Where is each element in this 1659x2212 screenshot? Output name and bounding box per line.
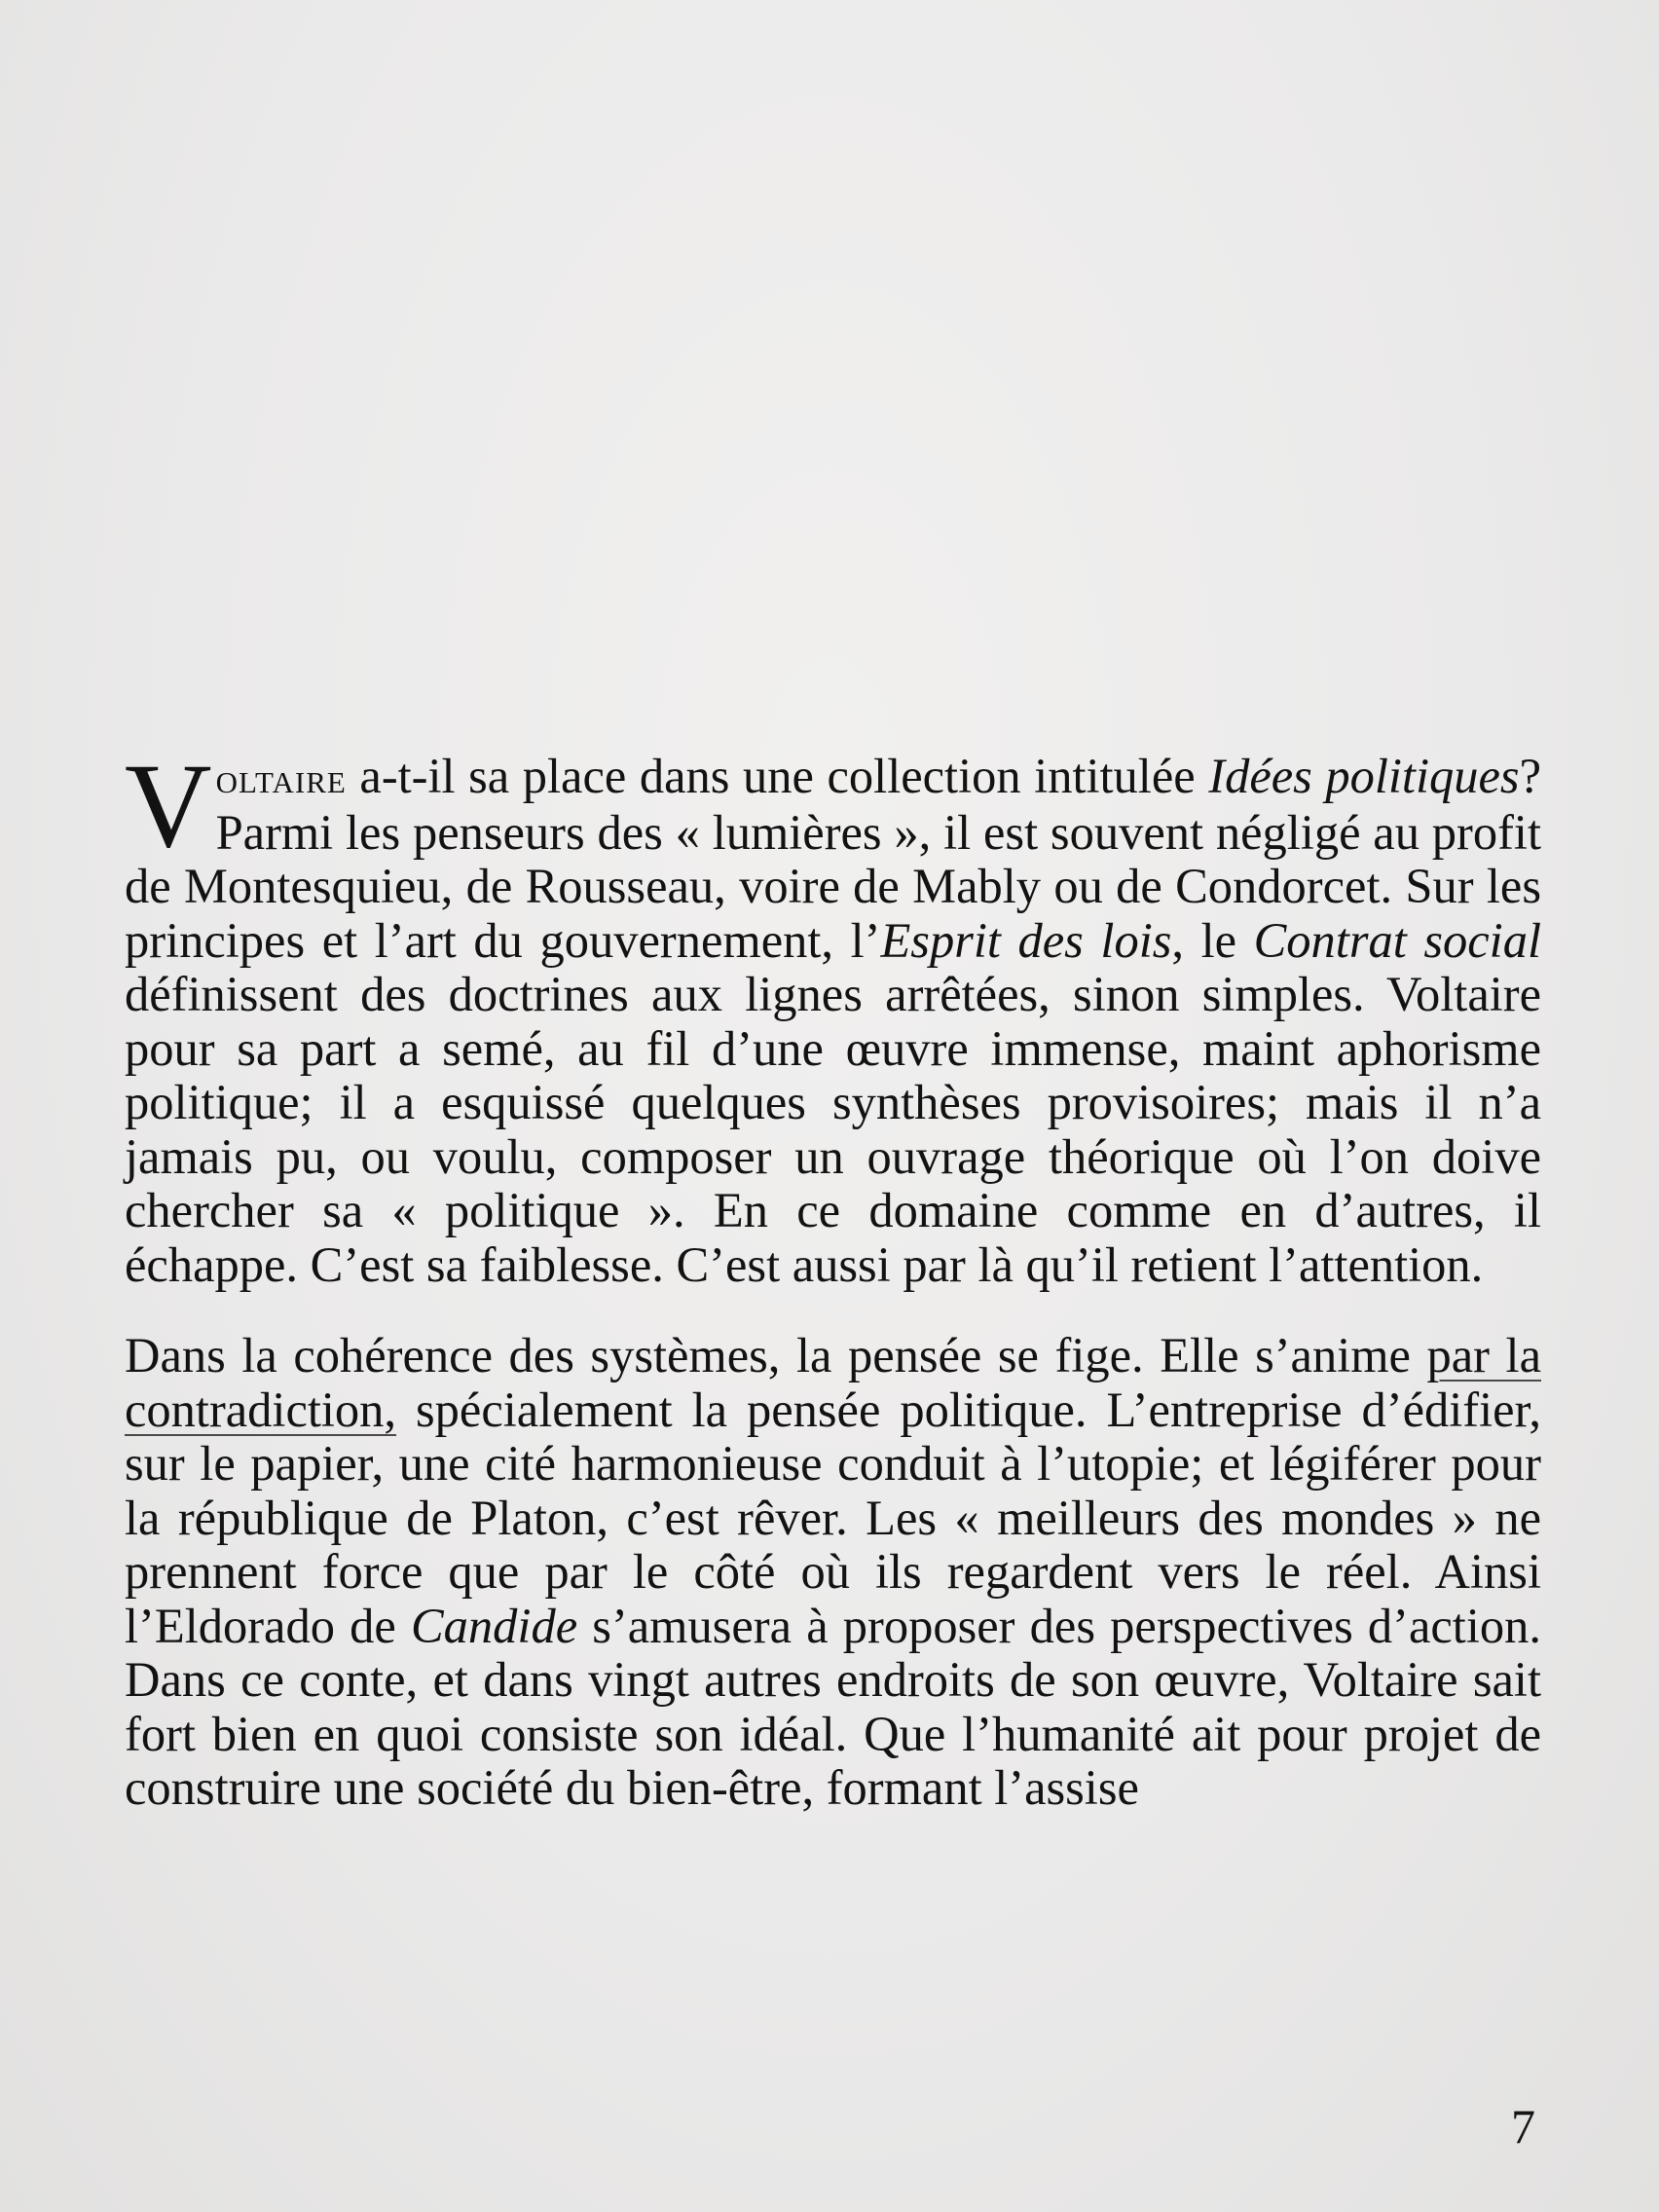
show-through-text	[127, 0, 1548, 55]
paragraph-2	[125, 1329, 1541, 1816]
paragraph-2-text-2: spécialement la pensée politique. L’entreprise d’édifier, sur le papier, une cité harmonieuse conduit à l’utopie; et légiférer pour la république de Platon, c’est rêver. Les « meilleurs des mondes » ne prennent force que par le côté où ils regardent vers le réel. Ainsi l’Eldorado de	[125, 1382, 1541, 1653]
paragraph-1-text-4: définissent des doctrines aux lignes arrêtées, sinon simples. Voltaire pour sa part a semé, au fil d’une œuvre immense, maint aphorisme politique; il a esquissé quelques synthèses provisoires; mais il n’a jamais pu, ou voulu, composer un ouvrage théorique où l’on doive chercher sa « politique ». En ce domaine comme en d’autres, il échappe. C’est sa faiblesse. C’est aussi par là qu’il retient l’attention.	[125, 967, 1541, 1292]
paragraph-1-text-3: , le	[1171, 912, 1254, 968]
page-number: 7	[1511, 2099, 1535, 2154]
paragraph-2-text-1: Dans la cohérence des systèmes, la pensée se fige. Elle s’anime	[125, 1328, 1427, 1382]
paragraph-1-text-2: ? Parmi les penseurs des « lumières », il est souvent négligé au profit de Montesquieu, de Rousseau, voire de Mably ou de Condorcet. Sur les principes et l’art du gouvernement, l’	[125, 749, 1541, 968]
book-title-idees-politiques: Idées politiques	[1208, 749, 1520, 803]
small-caps-word: oltaire	[215, 755, 347, 802]
body-text	[125, 739, 1541, 1816]
paragraph-2-text-3: s’amusera à proposer des perspectives d’action. Dans ce conte, et dans vingt autres endroits de son œuvre, Voltaire sait fort bien en quoi consiste son idéal. Que l’humanité ait pour projet de construire une société du bien-être, formant l’assise	[125, 1598, 1541, 1815]
underlined-phrase: par la contradiction,	[125, 1328, 1541, 1437]
paragraph-1	[125, 739, 1541, 1292]
book-title-candide: Candide	[410, 1598, 578, 1653]
book-title-contrat-social: Contrat social	[1253, 912, 1541, 968]
paragraph-1-text-1: a-t-il sa place dans une collection intitulée	[346, 749, 1209, 803]
book-title-esprit-des-lois: Esprit des lois	[880, 912, 1172, 968]
drop-cap: V	[125, 739, 212, 872]
